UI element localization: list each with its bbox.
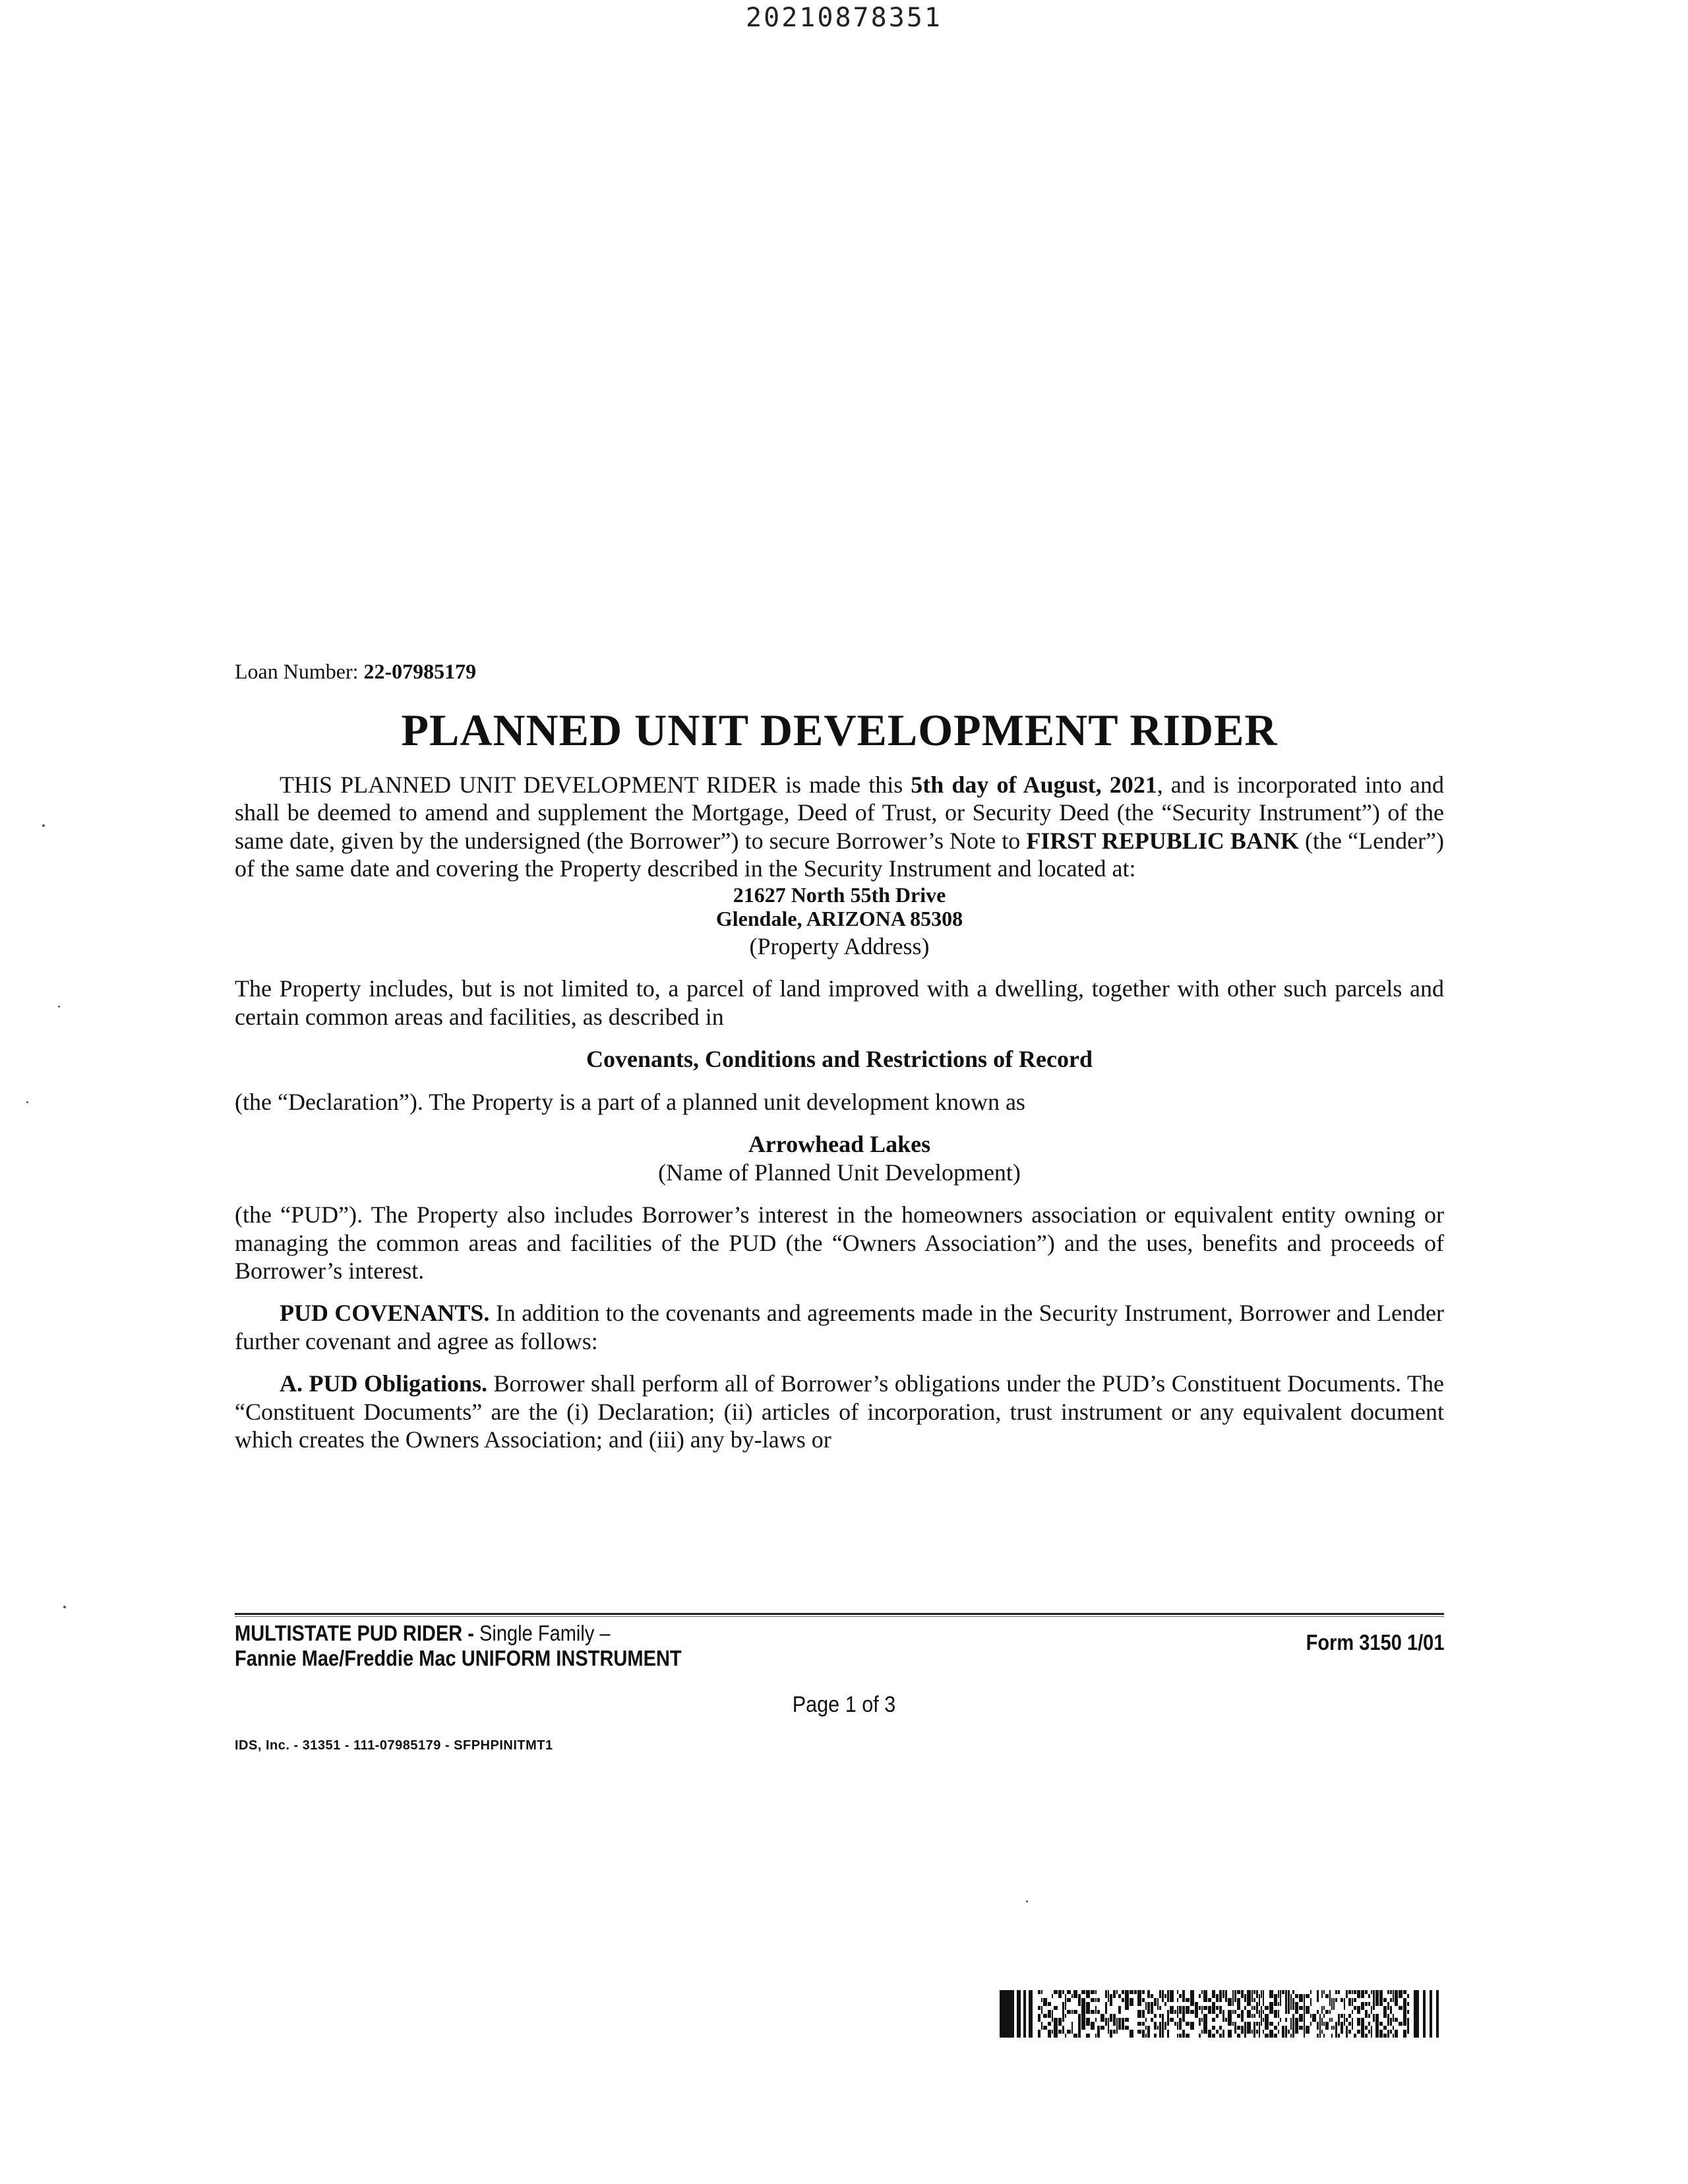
property-address — [235, 883, 1444, 932]
section-a-text: Borrower shall perform all of Borrower’s obligations under the PUD’s Constituent Documents. The “Constituent Documents” are the (i) Declaration; (ii) articles of incorporation, trust instrument or any equivalent document which creates the Owners Association; and (iii) any by-laws or — [235, 1370, 1444, 1453]
intro-text-b: , and is incorporated into and shall be deemed to amend and supplement the Mortgage, Deed of Trust, or Security Deed (the “Security Instrument”) of the same date, given by the undersigned (the Borrower”) to secure Borrower’s Note to — [235, 771, 1445, 854]
form-footer — [235, 1621, 1444, 1671]
pud-name-label: (Name of Planned Unit Development) — [658, 1159, 1021, 1186]
section-a-heading: A. PUD Obligations. — [280, 1370, 488, 1397]
footer-family-type: Single Family – — [479, 1621, 611, 1645]
footer-rider-type: MULTISTATE PUD RIDER - — [235, 1621, 480, 1645]
address-line-2: Glendale, ARIZONA 85308 — [715, 907, 963, 931]
scan-speck — [42, 824, 45, 827]
property-includes-paragraph: The Property includes, but is not limited to, a parcel of land improved with a dwelling, together with other such parcels and certain common areas and facilities, as described in — [235, 975, 1444, 1030]
pud-paragraph: (the “PUD”). The Property also includes Borrower’s interest in the homeowners association or equivalent entity owning or managing the common areas and facilities of the PUD (the “Owners Association”) and the uses, benefits and proceeds of Borrower’s interest. — [235, 1201, 1444, 1284]
scan-speck — [1026, 1900, 1028, 1902]
rider-date: 5th day of August, 2021 — [911, 771, 1157, 798]
recording-number: 20210878351 — [746, 3, 942, 33]
property-address-label: (Property Address) — [749, 933, 930, 960]
barcode-image — [1000, 1990, 1444, 2038]
scan-speck — [26, 1101, 28, 1103]
footer-line-2: Fannie Mae/Freddie Mac UNIFORM INSTRUMENT — [235, 1646, 682, 1670]
footer-divider — [235, 1613, 1444, 1617]
loan-number-label: Loan Number: — [235, 659, 359, 683]
scan-speck — [58, 1006, 60, 1008]
page-number: Page 1 of 3 — [792, 1692, 896, 1717]
section-a-paragraph — [235, 1370, 1444, 1453]
form-number: Form 3150 1/01 — [1306, 1630, 1444, 1654]
address-line-1: 21627 North 55th Drive — [733, 882, 946, 907]
intro-text-c: (the “Lender”) of the same date and covering the Property described in the Security Instrument and located at: — [235, 827, 1445, 882]
declaration-paragraph: (the “Declaration”). The Property is a part of a planned unit development known as — [235, 1088, 1025, 1115]
pud-covenants-paragraph — [235, 1299, 1444, 1355]
document-title: PLANNED UNIT DEVELOPMENT RIDER — [401, 704, 1278, 755]
document-body — [235, 659, 1444, 1454]
loan-number-line — [235, 659, 1444, 684]
pud-covenants-text: In addition to the covenants and agreements made in the Security Instrument, Borrower and Lender further covenant and agree as follows: — [235, 1300, 1445, 1354]
lender-name: FIRST REPUBLIC BANK — [1026, 827, 1299, 854]
ids-code: IDS, Inc. - 31351 - 111-07985179 - SFPHPINITMT1 — [235, 1738, 553, 1753]
intro-text-a: THIS PLANNED UNIT DEVELOPMENT RIDER is made this — [280, 771, 911, 798]
pud-name: Arrowhead Lakes — [748, 1131, 931, 1158]
loan-number-value: 22-07985179 — [363, 659, 477, 683]
pud-covenants-heading: PUD COVENANTS. — [280, 1300, 490, 1327]
footer-line-1 — [235, 1621, 1299, 1646]
intro-paragraph — [235, 771, 1444, 883]
declaration-name: Covenants, Conditions and Restrictions of Record — [586, 1046, 1093, 1073]
scan-speck — [63, 1606, 66, 1608]
